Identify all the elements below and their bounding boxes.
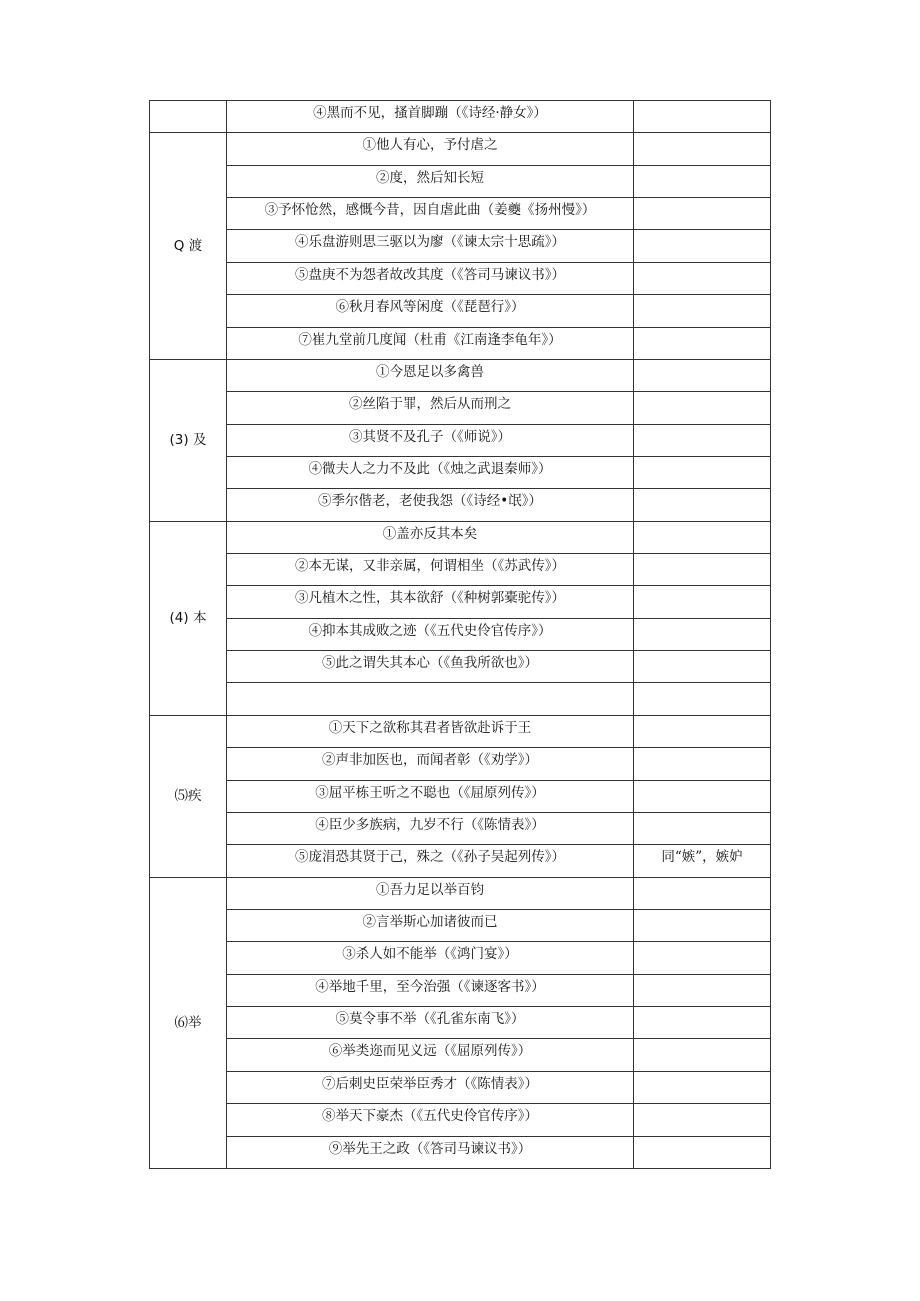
meaning-note-cell: [634, 1136, 771, 1168]
example-sentence-cell: ⑤此之谓失其本心（《鱼我所欲也》）: [227, 651, 634, 683]
example-sentence-cell: ⑦后刺史臣荣举臣秀才（《陈情表》）: [227, 1071, 634, 1103]
table-row: [150, 327, 771, 359]
example-sentence-cell: ①今恩足以多禽兽: [227, 359, 634, 391]
example-sentence-cell: ⑤季尔偕老，老使我怨（《诗经•氓》）: [227, 489, 634, 521]
meaning-note-cell: [634, 618, 771, 650]
example-sentence-cell: ③屈平栋王听之不聪也（《屈原列传》）: [227, 780, 634, 812]
example-sentence-cell: ⑤盘庚不为怨者故改其度（《答司马谏议书》）: [227, 262, 634, 294]
table-row: [150, 1039, 771, 1071]
table-row: [150, 230, 771, 262]
meaning-note-cell: [634, 327, 771, 359]
meaning-note-cell: [634, 780, 771, 812]
table-row: [150, 133, 771, 165]
table-row: [150, 198, 771, 230]
table-row: [150, 359, 771, 391]
table-row: [150, 942, 771, 974]
example-sentence-cell: ④乐盘游则思三驱以为廖（《谏太宗十思疏》）: [227, 230, 634, 262]
example-sentence-cell: ②本无谋，又非亲属，何谓相坐（《苏武传》）: [227, 554, 634, 586]
table-row: [150, 877, 771, 909]
example-sentence-cell: ⑥秋月春风等闲度（《琵琶行》）: [227, 295, 634, 327]
example-sentence-cell: ⑤莫令事不举（《孔雀东南飞》）: [227, 1007, 634, 1039]
example-sentence-cell: ①盖亦反其本矣: [227, 521, 634, 553]
meaning-note-cell: [634, 133, 771, 165]
headword-cell: (4) 本: [150, 521, 227, 715]
table-row: [150, 1071, 771, 1103]
table-row: [150, 586, 771, 618]
meaning-note-cell: [634, 748, 771, 780]
example-sentence-cell: ④微夫人之力不及此（《烛之武退秦师》）: [227, 456, 634, 488]
example-sentence-cell: ①他人有心，予付虐之: [227, 133, 634, 165]
meaning-note-cell: [634, 456, 771, 488]
meaning-note-cell: [634, 1007, 771, 1039]
meaning-note-cell: 同“嫉”，嫉妒: [634, 845, 771, 877]
table-row: [150, 1007, 771, 1039]
meaning-note-cell: [634, 1039, 771, 1071]
table-row: [150, 683, 771, 715]
meaning-note-cell: [634, 392, 771, 424]
example-sentence-cell: ③凡植木之性，其本欲舒（《种树郭橐驼传》）: [227, 586, 634, 618]
example-sentence-cell: ④抑本其成败之迹（《五代史伶官传序》）: [227, 618, 634, 650]
meaning-note-cell: [634, 1104, 771, 1136]
headword-cell: (3) 及: [150, 359, 227, 521]
table-row: [150, 651, 771, 683]
table-row: [150, 424, 771, 456]
meaning-note-cell: [634, 974, 771, 1006]
table-row: [150, 165, 771, 197]
table-row: [150, 618, 771, 650]
table-row: [150, 1104, 771, 1136]
example-sentence-cell: ④黑而不见，搔首脚蹦（《诗经·静女》）: [227, 101, 634, 133]
meaning-note-cell: [634, 198, 771, 230]
meaning-note-cell: [634, 424, 771, 456]
table-row: [150, 845, 771, 877]
table-row: [150, 554, 771, 586]
table-row: [150, 295, 771, 327]
example-sentence-cell: ③予怀怆然，感慨今昔，因自虐此曲（姜夔《扬州慢》）: [227, 198, 634, 230]
example-sentence-cell: ③其贤不及孔子（《师说》）: [227, 424, 634, 456]
meaning-note-cell: [634, 909, 771, 941]
meaning-note-cell: [634, 715, 771, 747]
meaning-note-cell: [634, 554, 771, 586]
meaning-note-cell: [634, 942, 771, 974]
meaning-note-cell: [634, 101, 771, 133]
meaning-note-cell: [634, 295, 771, 327]
meaning-note-cell: [634, 586, 771, 618]
word-meaning-table: [149, 100, 771, 1169]
example-sentence-cell: ③杀人如不能举（《鸿门宴》）: [227, 942, 634, 974]
table-row: [150, 1136, 771, 1168]
example-sentence-cell: ⑨举先王之政（《答司马谏议书》）: [227, 1136, 634, 1168]
example-sentence-cell: ①吾力足以举百钧: [227, 877, 634, 909]
example-sentence-cell: [227, 683, 634, 715]
meaning-note-cell: [634, 165, 771, 197]
example-sentence-cell: ④举地千里，至今治强（《谏逐客书》）: [227, 974, 634, 1006]
meaning-note-cell: [634, 1071, 771, 1103]
example-sentence-cell: ⑦崔九堂前几度闻（杜甫《江南逢李龟年》）: [227, 327, 634, 359]
example-sentence-cell: ④臣少多族病，九岁不行（《陈情表》）: [227, 812, 634, 844]
table-row: [150, 974, 771, 1006]
meaning-note-cell: [634, 521, 771, 553]
meaning-note-cell: [634, 877, 771, 909]
example-sentence-cell: ⑥举类迩而见义远（《屈原列传》）: [227, 1039, 634, 1071]
table-row: [150, 262, 771, 294]
meaning-note-cell: [634, 489, 771, 521]
headword-cell: [150, 101, 227, 133]
meaning-note-cell: [634, 651, 771, 683]
meaning-note-cell: [634, 262, 771, 294]
example-sentence-cell: ①天下之欲称其君者皆欲赴诉于王: [227, 715, 634, 747]
table-row: [150, 812, 771, 844]
table-row: [150, 909, 771, 941]
table-row: [150, 456, 771, 488]
example-sentence-cell: ②声非加医也，而闻者彰（《劝学》）: [227, 748, 634, 780]
table-row: [150, 489, 771, 521]
meaning-note-cell: [634, 230, 771, 262]
example-sentence-cell: ⑧举天下豪杰（《五代史伶官传序》）: [227, 1104, 634, 1136]
example-sentence-cell: ⑤庞涓恐其贤于己，殊之（《孙子吴起列传》）: [227, 845, 634, 877]
example-sentence-cell: ②丝陷于罪，然后从而刑之: [227, 392, 634, 424]
table-row: [150, 780, 771, 812]
meaning-note-cell: [634, 683, 771, 715]
headword-cell: ⑹举: [150, 877, 227, 1168]
table-row: [150, 101, 771, 133]
table-row: [150, 392, 771, 424]
meaning-note-cell: [634, 359, 771, 391]
example-sentence-cell: ②度，然后知长短: [227, 165, 634, 197]
table-row: [150, 715, 771, 747]
headword-cell: Q 渡: [150, 133, 227, 360]
table-row: [150, 521, 771, 553]
table-row: [150, 748, 771, 780]
headword-cell: ⑸疾: [150, 715, 227, 877]
meaning-note-cell: [634, 812, 771, 844]
example-sentence-cell: ②言举斯心加诸彼而已: [227, 909, 634, 941]
